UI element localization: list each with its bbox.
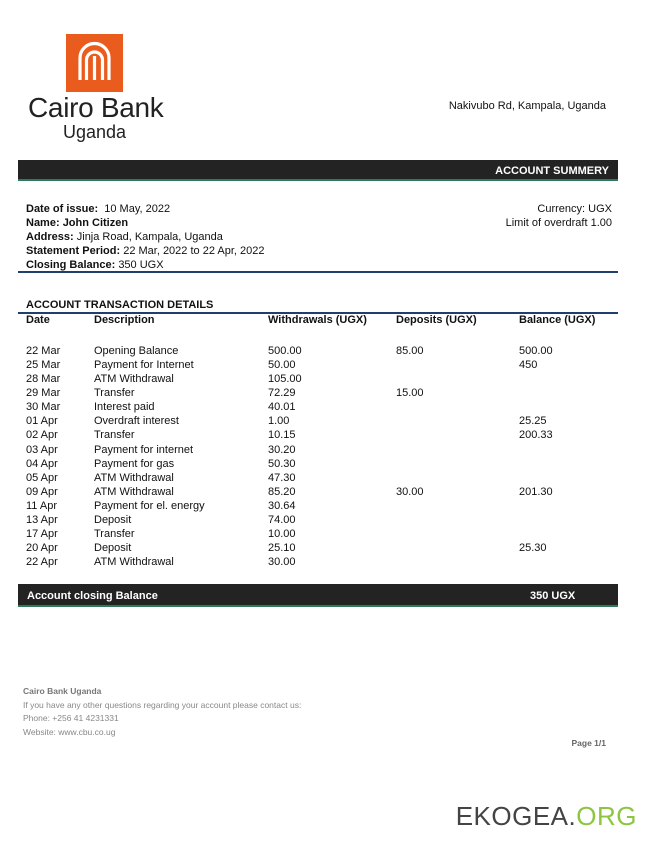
row-description: Deposit [94, 542, 132, 555]
row-balance [519, 513, 618, 527]
row-balance [519, 372, 618, 386]
row-deposit [396, 555, 519, 569]
statement-info [26, 202, 264, 272]
row-withdrawal: 1.00 [268, 415, 290, 428]
watermark-main: EKOGEA [455, 801, 569, 831]
row-withdrawal: 25.10 [268, 542, 296, 555]
row-withdrawal: 30.64 [268, 499, 296, 512]
row-date: 13 Apr [26, 513, 58, 526]
table-row [18, 428, 618, 442]
row-date: 20 Apr [26, 542, 58, 555]
row-withdrawal: 30.20 [268, 443, 296, 456]
row-deposit [396, 527, 519, 541]
customer-address-line: Address: Jinja Road, Kampala, Uganda [26, 231, 223, 243]
row-description: Transfer [94, 387, 135, 400]
row-balance [519, 555, 618, 569]
footer-website: Website: www.cbu.co.ug [23, 726, 116, 737]
row-description: Transfer [94, 429, 135, 442]
row-withdrawal: 10.00 [268, 528, 296, 541]
row-description: ATM Withdrawal [94, 373, 174, 386]
row-balance [519, 386, 618, 400]
row-description: Payment for internet [94, 443, 194, 456]
table-row [18, 499, 618, 513]
table-row [18, 372, 618, 386]
transactions-title: ACCOUNT TRANSACTION DETAILS [26, 299, 214, 311]
row-deposit: 30.00 [396, 485, 424, 498]
closing-balance-label: Account closing Balance [27, 590, 158, 602]
row-withdrawal: 50.30 [268, 457, 296, 470]
customer-name: John Citizen [62, 217, 129, 229]
row-withdrawal: 30.00 [268, 556, 296, 569]
row-date: 17 Apr [26, 528, 58, 541]
account-summary-bar [18, 160, 618, 181]
row-withdrawal: 85.20 [268, 485, 296, 498]
row-date: 02 Apr [26, 429, 58, 442]
row-balance: 200.33 [519, 429, 553, 442]
row-description: Interest paid [94, 401, 155, 414]
row-deposit [396, 541, 519, 555]
row-date: 09 Apr [26, 485, 58, 498]
table-row [18, 400, 618, 414]
row-deposit [396, 372, 519, 386]
watermark-dot: . [568, 801, 577, 831]
row-date: 04 Apr [26, 457, 58, 470]
row-description: Payment for gas [94, 457, 175, 470]
divider [18, 271, 618, 273]
footer-title: Cairo Bank Uganda [23, 686, 102, 696]
closing-balance-line: Closing Balance: 350 UGX [26, 259, 164, 271]
overdraft-limit: Limit of overdraft 1.00 [505, 217, 612, 229]
row-withdrawal: 105.00 [268, 373, 302, 386]
row-date: 22 Mar [26, 345, 61, 357]
customer-address: Jinja Road, Kampala, Uganda [76, 231, 223, 243]
row-deposit [396, 513, 519, 527]
bank-name: Cairo Bank [28, 92, 164, 123]
row-deposit [396, 428, 519, 442]
account-limits [506, 202, 612, 230]
row-balance: 25.25 [519, 415, 547, 428]
row-date: 28 Mar [26, 373, 61, 386]
row-date: 30 Mar [26, 401, 61, 414]
bank-logo-icon [66, 34, 123, 92]
row-deposit [396, 400, 519, 414]
footer-contact [23, 685, 301, 739]
footer-note: If you have any other questions regarding your account please contact us: [23, 699, 302, 710]
row-description: Deposit [94, 513, 132, 526]
row-date: 01 Apr [26, 415, 58, 428]
account-summary-title: ACCOUNT SUMMERY [495, 165, 609, 177]
row-description: Payment for Internet [94, 359, 194, 372]
row-deposit [396, 457, 519, 471]
currency: Currency: UGX [537, 203, 612, 215]
table-row [18, 471, 618, 485]
table-header-row [18, 314, 618, 330]
footer-phone: Phone: +256 41 4231331 [23, 713, 119, 723]
row-description: ATM Withdrawal [94, 485, 174, 498]
row-deposit [396, 499, 519, 513]
table-spacer [18, 330, 618, 344]
table-row [18, 414, 618, 428]
row-date: 05 Apr [26, 471, 58, 484]
table-row [18, 344, 618, 358]
row-date: 22 Apr [26, 556, 58, 569]
row-withdrawal: 40.01 [268, 401, 296, 414]
row-description: ATM Withdrawal [94, 471, 174, 484]
row-date: 11 Apr [26, 499, 57, 512]
issue-date-line: Date of issue: 10 May, 2022 [26, 203, 171, 215]
row-date: 29 Mar [26, 387, 61, 400]
table-row [18, 527, 618, 541]
closing-balance: 350 UGX [118, 259, 164, 271]
statement-period: 22 Mar, 2022 to 22 Apr, 2022 [123, 245, 265, 257]
header-withdrawals: Withdrawals (UGX) [268, 314, 367, 326]
closing-balance-bar [18, 584, 618, 607]
row-withdrawal: 50.00 [268, 359, 296, 372]
customer-name-line: Name: John Citizen [26, 217, 129, 229]
row-description: ATM Withdrawal [94, 556, 174, 569]
row-withdrawal: 74.00 [268, 513, 296, 526]
row-deposit [396, 443, 519, 457]
row-withdrawal: 500.00 [268, 345, 302, 357]
statement-period-line: Statement Period: 22 Mar, 2022 to 22 Apr, 2022 [26, 245, 265, 257]
bank-address: Nakivubo Rd, Kampala, Uganda [448, 100, 606, 112]
row-balance [519, 457, 618, 471]
row-deposit: 15.00 [396, 387, 424, 400]
table-row [18, 457, 618, 471]
page-number: Page 1/1 [571, 738, 606, 748]
row-deposit [396, 414, 519, 428]
row-description: Transfer [94, 528, 135, 541]
row-date: 25 Mar [26, 359, 61, 372]
row-balance [519, 471, 618, 485]
table-row [18, 386, 618, 400]
row-balance: 201.30 [519, 485, 553, 498]
row-balance [519, 499, 618, 513]
row-description: Opening Balance [94, 345, 179, 357]
table-row [18, 513, 618, 527]
watermark [456, 801, 637, 832]
row-balance: 500.00 [519, 345, 553, 357]
table-row [18, 358, 618, 372]
bank-country: Uganda [63, 122, 127, 142]
row-balance [519, 443, 618, 457]
row-deposit: 85.00 [396, 345, 424, 357]
header-date: Date [26, 314, 50, 326]
row-balance: 25.30 [519, 542, 547, 555]
table-row [18, 541, 618, 555]
row-date: 03 Apr [26, 443, 58, 456]
issue-date: 10 May, 2022 [104, 203, 171, 215]
closing-balance-amount: 350 UGX [530, 590, 576, 602]
row-deposit [396, 471, 519, 485]
row-balance [519, 400, 618, 414]
row-balance [519, 527, 618, 541]
row-description: Payment for el. energy [94, 499, 205, 512]
row-balance: 450 [519, 359, 538, 372]
table-row [18, 555, 618, 569]
row-withdrawal: 10.15 [268, 429, 296, 442]
header-deposits: Deposits (UGX) [396, 314, 477, 326]
row-description: Overdraft interest [94, 415, 179, 428]
row-withdrawal: 72.29 [268, 387, 296, 400]
header-description: Description [94, 314, 155, 326]
header-balance: Balance (UGX) [519, 314, 596, 326]
transactions-table [18, 314, 618, 569]
watermark-tld: ORG [576, 801, 637, 831]
row-deposit [396, 358, 519, 372]
table-row [18, 485, 618, 499]
table-row [18, 443, 618, 457]
row-withdrawal: 47.30 [268, 471, 296, 484]
